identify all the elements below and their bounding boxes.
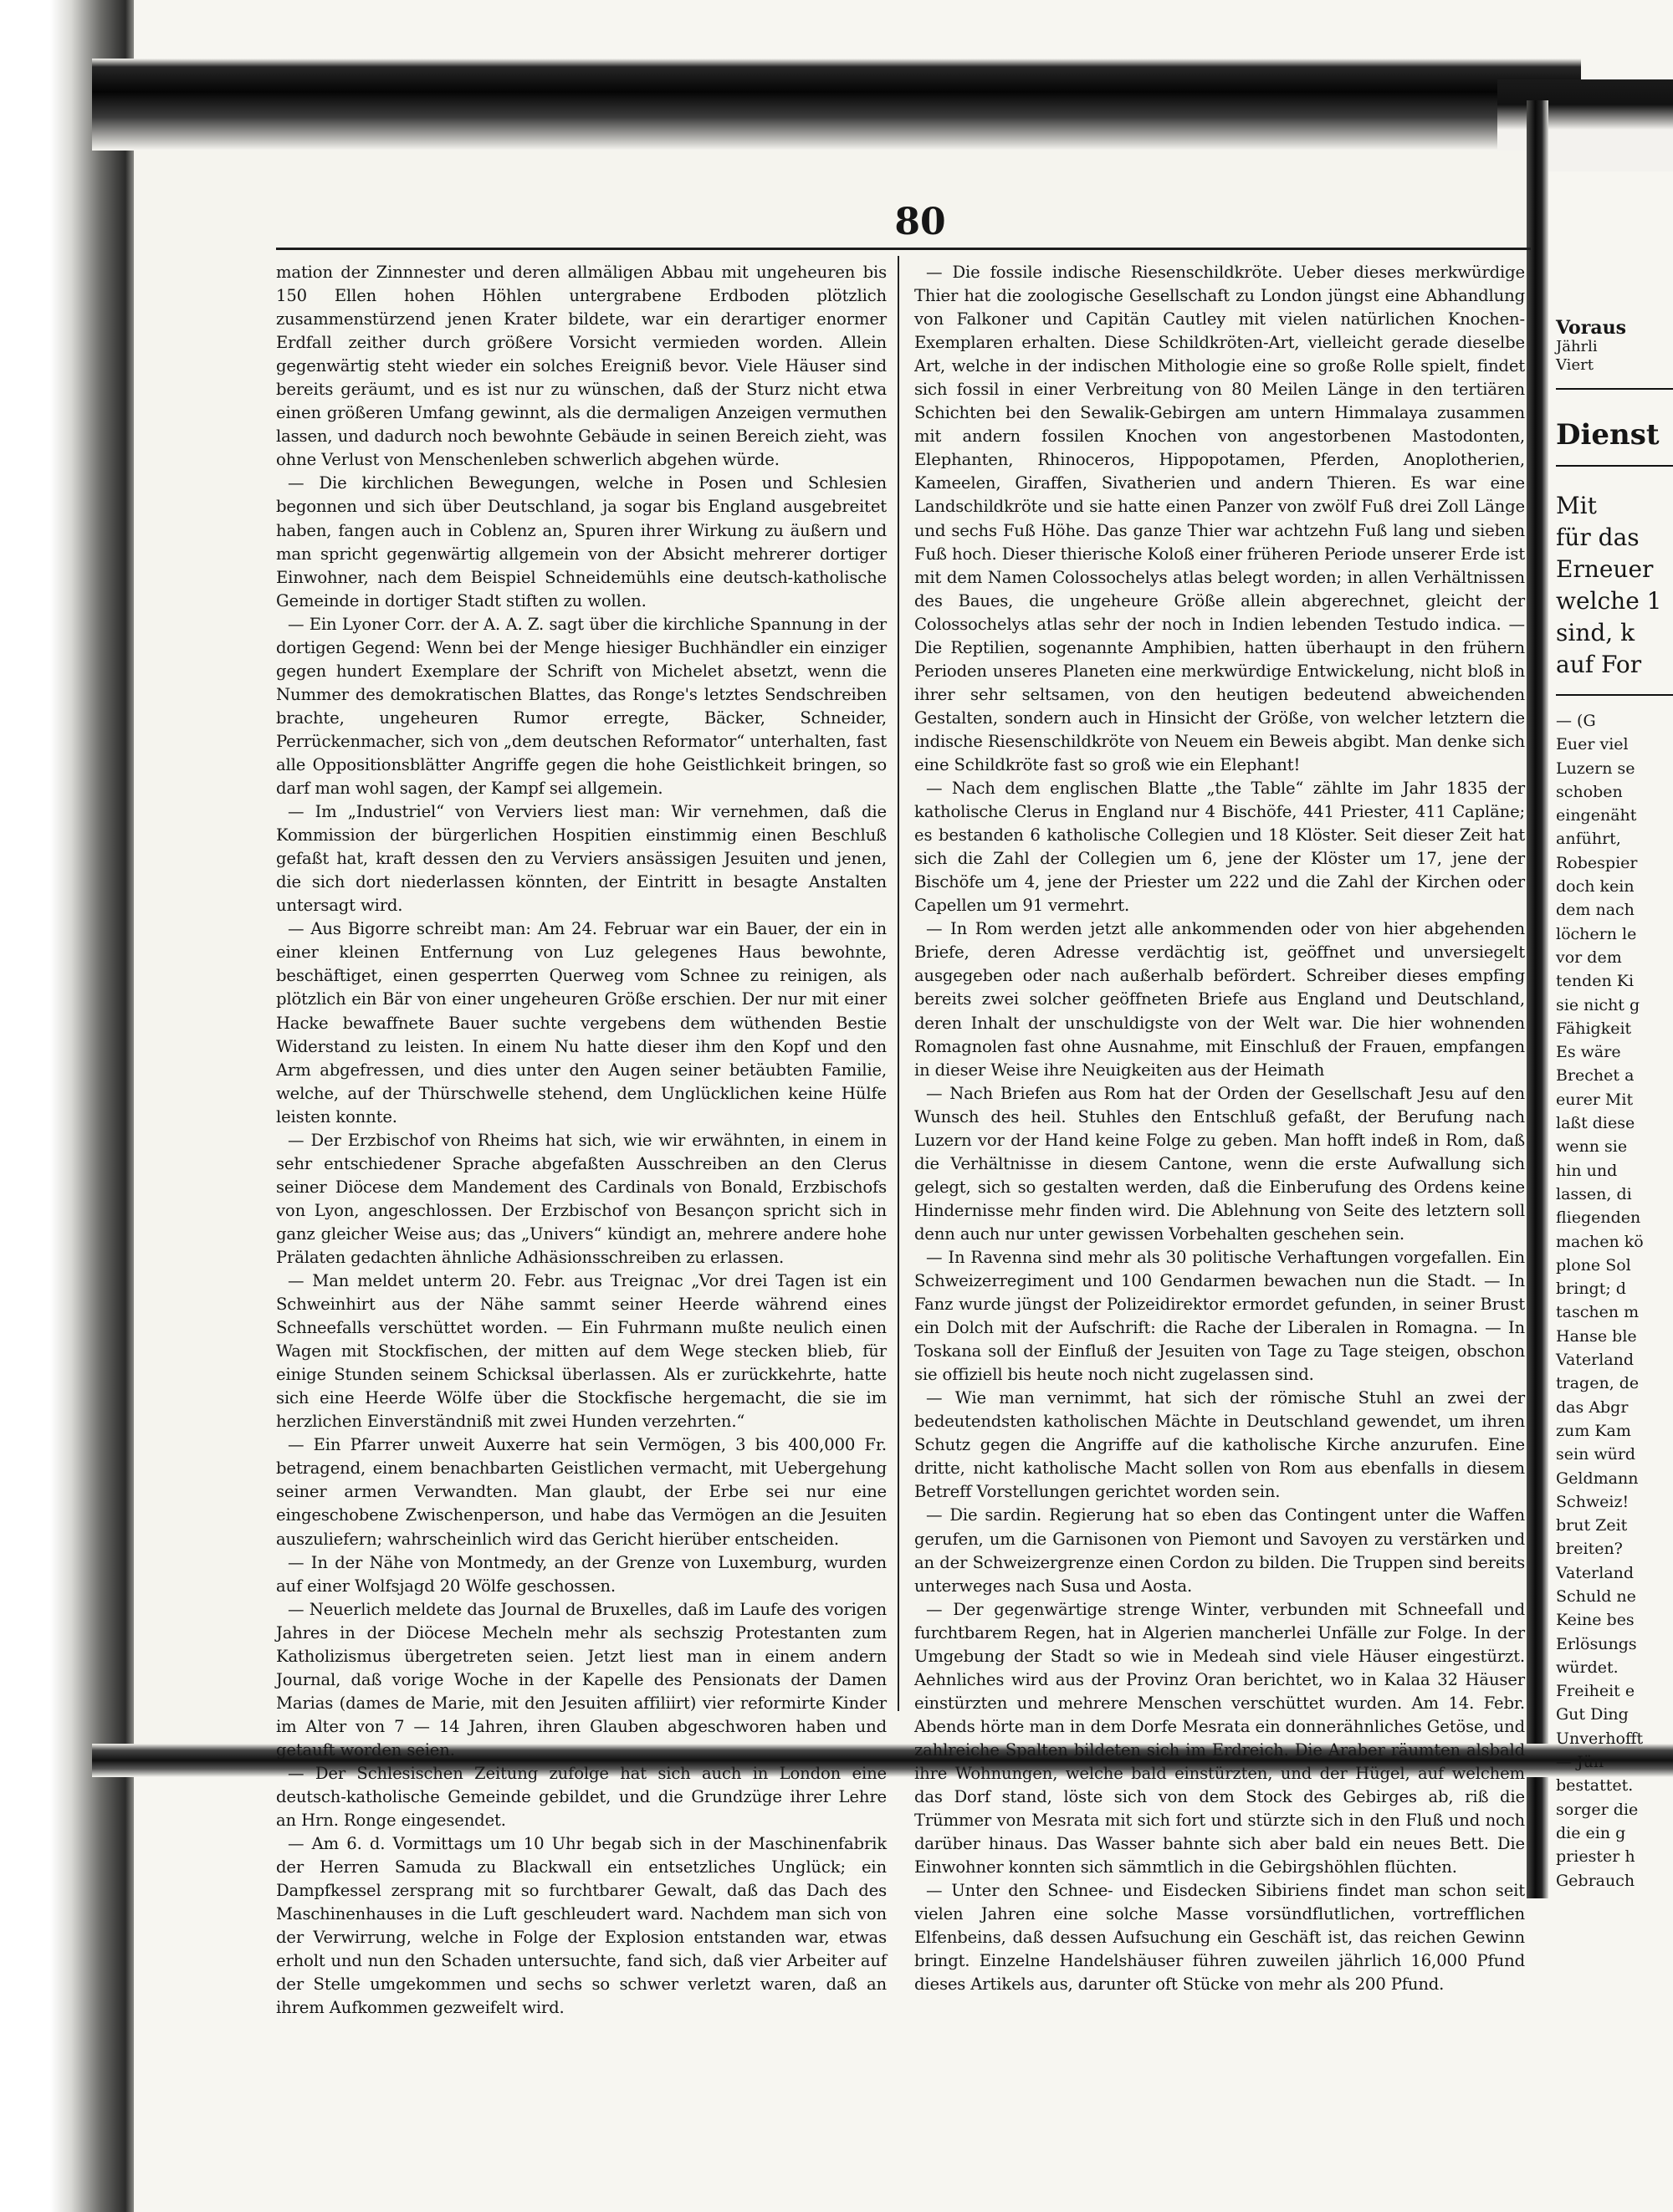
article-paragraph: — Nach dem englischen Blatte „the Table“ zählte im Jahr 1835 der katholische Clerus in England nur 4 Bischöfe, 441 Priester, 411 Capläne; es bestanden 6 katholische Collegien und 18 Klöster. Seit dieser Zeit hat sich die Zahl der Collegien um 6, jene der Klöster um 17, jene der Bischöfe um 4, jene der Priester um 222 und die Zahl der Kirchen oder Capellen um 91 vermehrt. <box>914 779 1525 916</box>
next-page-rule <box>1556 465 1673 467</box>
next-page-title: Dienst <box>1556 418 1660 452</box>
next-page-line: sie nicht g <box>1556 995 1640 1014</box>
next-page-line: sein würd <box>1556 1445 1636 1464</box>
scan-left-edge <box>0 0 134 2212</box>
article-paragraph: — Unter den Schnee- und Eisdecken Sibiriens findet man schon seit vielen Jahren eine solche Masse vorsündflutlichen, vortrefflichen Elfenbeins, daß dessen Aufsuchung ein Geschäft ist, das reichen Gewinn bringt. Einzelne Handelshäuser führen zuweilen jährlich 16,000 Pfund dieses Artikels aus, darunter oft Stücke von mehr als 200 Pfund. <box>914 1881 1525 1995</box>
next-page-announcement <box>1556 490 1673 681</box>
next-page-line: vor dem <box>1556 948 1622 967</box>
next-page-rule <box>1556 694 1673 696</box>
next-page-line: dem nach <box>1556 901 1635 920</box>
next-page-line: Geldmann <box>1556 1469 1639 1488</box>
scan-top-edge <box>92 59 1581 151</box>
next-page-line: doch kein <box>1556 877 1635 897</box>
next-page-line: taschen m <box>1556 1303 1640 1322</box>
article-paragraph: — Ein Pfarrer unweit Auxerre hat sein Vermögen, 3 bis 400,000 Fr. betragend, einem benachbarten Geistlichen vermacht, mit Uebergehung seiner armen Verwandten. Man glaubt, der Erbe sei nur eine eingeschobene Zwischenperson, und habe das Vermögen an die Jesuiten auszuliefern; wahrscheinlich wird das Gericht hierüber entscheiden. <box>276 1435 887 1549</box>
next-page-line: zum Kam <box>1556 1421 1631 1440</box>
next-page-line: das Abgr <box>1556 1397 1629 1417</box>
article-paragraph: — Am 6. d. Vormittags um 10 Uhr begab sich in der Maschinenfabrik der Herren Samuda zu Blackwall ein entsetzliches Unglück; ein Dampfkessel zersprang mit so furchtbarer Gewalt, daß das Dach des Maschinenhauses in die Luft geschleudert ward. Nachdem man sich von der Verwirrung, welche in Folge der Explosion entstanden war, etwas erholt und nun den Schaden untersuchte, fand sich, daß vier Arbeiter auf der Stelle umgekommen und sechs so schwer verletzt waren, daß an ihrem Aufkommen gezweifelt wird. <box>276 1834 887 2018</box>
next-page-line: bringt; d <box>1556 1280 1626 1299</box>
article-paragraph: — In Ravenna sind mehr als 30 politische Verhaftungen vorgefallen. Ein Schweizerregiment und 100 Gendarmen bewachen nun die Stadt. — In Fanz wurde jüngst der Polizeidirektor ermordet gefunden, in seiner Brust ein Dolch mit der Aufschrift: die Rache der Liberalen in Romagna. — In Toskana soll der Einfluß der Jesuiten von Tage zu Tage steigen, obschon sie offiziell bis heute noch nicht zugelassen sind. <box>914 1247 1525 1385</box>
page-gutter <box>1527 100 1548 1898</box>
article-paragraph: — Nach Briefen aus Rom hat der Orden der Gesellschaft Jesu auf den Wunsch des heil. Stuhles den Entschluß gefaßt, der Berufung nach Luzern vor der Hand keine Folge zu geben. Man hofft indeß in Rom, daß die Verhältnisse in diesem Cantone, wenn die erste Aufwallung sich gelegt, sich so gestalten werden, daß die Einberufung des Ordens keine Hindernisse mehr finden wird. Die Ablehnung von Seite des letztern soll denn auch nur unter gewissen Vorbehalten geschehen sein. <box>914 1083 1525 1244</box>
article-paragraph: — Neuerlich meldete das Journal de Bruxelles, daß im Laufe des vorigen Jahres in der Diöcese Mecheln mehr als sechszig Protestanten zum Katholizismus übergetreten seien. Jetzt liest man in einem andern Journal, daß vorige Woche in der Kapelle des Pensionats der Damen Marias (dames de Marie, mit den Jesuiten affiliirt) vier reformirte Kinder im Alter von 7 — 14 Jahren, ihren Glauben abgeschworen haben und getauft worden seien. <box>276 1599 887 1760</box>
next-page-line: brut Zeit <box>1556 1516 1628 1535</box>
next-page-line: sorger die <box>1556 1800 1639 1819</box>
page-number: 80 <box>894 201 946 243</box>
next-page-line: Unverhofft <box>1556 1729 1644 1748</box>
next-page-line: — (G <box>1556 712 1596 730</box>
article-paragraph: — Man meldet unterm 20. Febr. aus Treignac „Vor drei Tagen ist ein Schweinhirt aus der Nähe sammt seiner Heerde während eines Schneefalls verschüttet worden. — Ein Fuhrmann mußte neulich einen Wagen mit Stockfischen, der mitten auf dem Wege stecken blieb, für einige Stunden seinem Schicksal überlassen. Als er zurückkehrte, hatte sich eine Heerde Wölfe über die Stockfische hergemacht, die sie im herzlichen Einverständniß mit zwei Hunden verzehrten.“ <box>276 1271 887 1432</box>
next-page-line: tenden Ki <box>1556 972 1635 991</box>
next-page-big-line: für das <box>1556 524 1640 551</box>
article-paragraph: — Wie man vernimmt, hat sich der römische Stuhl an zwei der bedeutendsten katholischen Mächte in Deutschland gewendet, um ihren Schutz gegen die Angriffe auf die katholische Kirche anzurufen. Eine dritte, nicht katholische Macht sollen von Rom aus ebenfalls in diesem Betreff Vorstellungen gerichtet worden sein. <box>914 1388 1525 1502</box>
article-paragraph: — Der Erzbischof von Rheims hat sich, wie wir erwähnten, in einem in sehr entschiedener Sprache abgefaßten Ausschreiben an den Clerus seiner Diöcese dem Mandement des Cardinals von Bonald, Erzbischofs von Lyon, angeschlossen. Der Erzbischof von Besançon spricht sich in ganz gleicher Weise aus; das „Univers“ kündigt an, mehrere andere hohe Prälaten gedachten ähnliche Adhäsionsschreiben zu erlassen. <box>276 1130 887 1267</box>
next-page-big-line: auf For <box>1556 651 1642 678</box>
next-page-line: Vaterland <box>1556 1351 1635 1370</box>
next-page-line: eurer Mit <box>1556 1090 1634 1109</box>
article-paragraph: — In der Nähe von Montmedy, an der Grenze von Luxemburg, wurden auf einer Wolfsjagd 20 Wölfe geschossen. <box>276 1552 887 1596</box>
next-page-line: Gut Ding <box>1556 1705 1629 1724</box>
next-page-line: plone Sol <box>1556 1255 1631 1275</box>
next-page-line: Fähigkeit <box>1556 1019 1632 1038</box>
next-page-line: hin und <box>1556 1161 1618 1180</box>
next-page-line: Brechet a <box>1556 1066 1635 1086</box>
next-page-line: Gebrauch <box>1556 1871 1635 1890</box>
next-page-header-line: Voraus <box>1556 317 1626 339</box>
next-page-line: Es wäre <box>1556 1043 1621 1062</box>
next-page-big-line: Erneuer <box>1556 555 1654 583</box>
next-page-line: eingenäht <box>1556 806 1637 825</box>
next-page-line: Freiheit e <box>1556 1682 1635 1701</box>
next-page-big-line: Mit <box>1556 492 1597 519</box>
article-paragraph: — Die kirchlichen Bewegungen, welche in Posen und Schlesien begonnen und sich über Deutschland, ja sogar bis England ausgebreitet haben, fangen auch in Coblenz an, Spuren ihrer Wirkung zu äußern und man spricht gegenwärtig allgemein von der Absicht mehrerer dortiger Einwohner, nach dem Beispiel Schneidemühls eine deutsch-katholische Gemeinde in dortiger Stadt stiften zu wollen. <box>276 473 887 610</box>
next-page-line: Schuld ne <box>1556 1586 1636 1606</box>
article-paragraph: mation der Zinnnester und deren allmäligen Abbau mit ungeheuren bis 150 Ellen hohen Höhlen untergrabene Erdboden plötzlich zusammenstürzend jenen Krater bildete, war ein derartiger enormer Erdfall zeither durch größere Vorsicht vermieden worden. Allein gegenwärtig steht wieder ein solches Ereigniß bevor. Viele Häuser sind bereits geräumt, und es ist nur zu wünschen, daß der Sturz nicht etwa einen größeren Umfang gewinnt, als die dermaligen Anzeigen vermuthen lassen, und dadurch noch bewohnte Gebäude in seinen Bereich zieht, was ohne Verlust von Menschenleben schwerlich abgehen würde. <box>276 263 887 470</box>
article-paragraph: — Im „Industriel“ von Verviers liest man: Wir vernehmen, daß die Kommission der bürgerlichen Hospitien einstimmig einen Beschluß gefaßt hat, kraft dessen den zu Verviers ansässigen Jesuiten und jenen, die sich dort niederlassen könnten, der Eintritt in besagte Anstalten untersagt wird. <box>276 802 887 916</box>
article-paragraph: — Die sardin. Regierung hat so eben das Contingent unter die Waffen gerufen, um die Garnisonen von Piemont und Savoyen zu verstärken und an der Schweizergrenze einen Cordon zu bilden. Die Truppen sind bereits unterweges nach Susa und Aosta. <box>914 1505 1525 1596</box>
next-page-line: würdet. <box>1556 1658 1619 1677</box>
right-column <box>914 261 1525 1995</box>
next-page-line: Vaterland <box>1556 1563 1635 1582</box>
next-page-header-line: Viert <box>1556 356 1594 374</box>
next-page-line: lassen, di <box>1556 1184 1632 1203</box>
next-page-line: Keine bes <box>1556 1611 1635 1630</box>
next-page-line: Schweiz! <box>1556 1492 1630 1511</box>
article-paragraph: — In Rom werden jetzt alle ankommenden oder von hier abgehenden Briefe, deren Adresse verdächtig ist, geöffnet und unversiegelt ausgegeben oder nach außerhalb befördert. Schreiber dieses empfing bereits zwei solcher geöffneten Briefe aus England und Deutschland, deren Inhalt der unschuldigste von der Welt war. Die hier wohnenden Romagnolen fast ohne Ausnahme, mit Einschluß der Frauen, empfangen in dieser Weise ihre Neuigkeiten aus der Heimath <box>914 919 1525 1080</box>
next-page-line: breiten? <box>1556 1540 1623 1559</box>
article-paragraph: — Der Schlesischen Zeitung zufolge hat sich auch in London eine deutsch-katholische Gemeinde gebildet, und die Grundzüge ihrer Lehre an Hrn. Ronge eingesendet. <box>276 1764 887 1831</box>
next-page-line: Robespier <box>1556 853 1638 872</box>
next-page-body <box>1556 709 1673 1893</box>
next-page-rule <box>1556 388 1673 390</box>
next-page-header-line: Jährli <box>1556 338 1598 355</box>
article-paragraph: — Aus Bigorre schreibt man: Am 24. Februar war ein Bauer, der ein in einer kleinen Entfernung von Luz gelegenes Haus bewohnte, beschäftiget, einen gesperrten Querweg vom Schnee zu reinigen, als plötzlich ein Bär von einer ungeheuren Größe erschien. Der nur mit einer Hacke bewaffnete Bauer suchte vergebens dem wüthenden Bestie Widerstand zu leisten. In einem Nu hatte dieser ihm den Kopf und den Arm abgefressen, und dies unter den Augen seiner betäubten Familie, welche, auf der Thürschwelle stehend, dem Unglücklichen keine Hülfe leisten konnte. <box>276 919 887 1126</box>
next-page-line: Hanse ble <box>1556 1326 1637 1346</box>
left-column <box>276 261 887 2018</box>
next-page-line: tragen, de <box>1556 1374 1640 1393</box>
column-divider <box>898 256 899 1711</box>
next-page-line: Euer viel <box>1556 735 1629 754</box>
next-page-line: schoben <box>1556 782 1623 801</box>
next-page-line: bestattet. <box>1556 1776 1634 1796</box>
next-page-line: — Jün <box>1556 1753 1604 1772</box>
next-page-line: fliegenden <box>1556 1208 1641 1228</box>
next-page-line: priester h <box>1556 1847 1635 1867</box>
next-page-line: laßt diese <box>1556 1114 1635 1133</box>
next-page-line: löchern le <box>1556 924 1637 943</box>
next-page-line: machen kö <box>1556 1232 1644 1251</box>
header-rule <box>276 248 1531 250</box>
article-paragraph: — Ein Lyoner Corr. der A. A. Z. sagt über die kirchliche Spannung in der dortigen Gegend: Wenn bei der Menge hiesiger Buchhändler ein einziger gegen hundert Exemplare der Schrift von Michelet absetzt, wenn die Nummer des demokratischen Blattes, das Ronge's letztes Sendschreiben brachte, ungeheuren Rumor erregte, Bäcker, Schneider, Perrückenmacher, sich von „dem deutschen Reformator“ unterhalten, fast alle Oppositionsblätter Angriffe gegen die hohe Geistlichkeit bringen, so darf man wohl sagen, der Kampf sei allgemein. <box>276 614 887 799</box>
next-page-line: wenn sie <box>1556 1137 1628 1157</box>
next-page-big-line: welche 1 <box>1556 587 1662 615</box>
next-page-line: anführt, <box>1556 830 1621 849</box>
article-paragraph: — Der gegenwärtige strenge Winter, verbunden mit Schneefall und furchtbarem Regen, hat in Algerien mancherlei Unfälle zur Folge. In der Umgebung der Stadt so wie in Medeah sind viele Häuser eingestürzt. Aehnliches wird aus der Provinz Oran berichtet, wo in Kalaa 32 Häuser einstürzten und mehrere Menschen verschüttet wurden. Am 14. Febr. Abends hörte man in dem Dorfe Mesrata ein donnerähnliches Getöse, und zahlreiche Spalten bildeten sich im Erdreich. Die Araber räumten alsbald ihre Wohnungen, welche bald einstürzten, und der Hügel, auf welchem das Dorf stand, löste sich von dem Stock des Gebirges ab, riß die Trümmer von Mesrata mit sich fort und stürzte sich in den Fluß und noch darüber hinaus. Das Wasser bahnte sich aber bald ein neues Bett. Die Einwohner konnten sich sämmtlich in die Gebirgshöhlen flüchten. <box>914 1599 1525 1877</box>
next-page-line: Erlösungs <box>1556 1634 1637 1653</box>
article-paragraph: — Die fossile indische Riesenschildkröte. Ueber dieses merkwürdige Thier hat die zoologische Gesellschaft zu London jüngst eine Abhandlung von Falkoner und Capitän Cautley mit vielen natürlichen Knochen-Exemplaren erhalten. Diese Schildkröten-Art, vielleicht gerade dieselbe Art, welche in der indischen Mithologie eine so große Rolle spielt, findet sich fossil in einer Verbreitung von 80 Meilen Länge in den tertiären Schichten bei den Sewalik-Gebirgen am untern Himmalaya zusammen mit andern fossilen Knochen von angestorbenen Mastodonten, Elephanten, Rhinoceros, Hippopotamen, Pferden, Anoplotherien, Kameelen, Giraffen, Sivatherien und andern Thieren. Es war eine Landschildkröte und sie hatte einen Panzer von zwölf Fuß drei Zoll Länge und sechs Fuß Höhe. Das ganze Thier war achtzehn Fuß lang und sieben Fuß hoch. Dieser thierische Koloß einer früheren Periode unserer Erde ist mit dem Namen Colossochelys atlas belegt worden; in allen Verhältnissen des Baues, die ungeheure Größe allein abgerechnet, gleicht der Colossochelys atlas sehr der noch in Indien lebenden Testudo indica. — Die Reptilien, sogenannte Amphibien, hatten überhaupt in den frühern Perioden unseres Planeten eine merkwürdige Entwickelung, nicht bloß in ihrer sehr seltsamen, von den heutigen bedeutend abweichenden Gestalten, sondern auch in Hinsicht der Größe, von welcher letztern die indische Riesenschildkröte von Neuem ein Beweis abgibt. Man denke sich eine Schildkröte fast so groß wie ein Elephant! <box>914 263 1525 774</box>
next-page-line: die ein g <box>1556 1823 1626 1842</box>
next-page-fragment <box>1556 318 1673 1893</box>
next-page-big-line: sind, k <box>1556 619 1635 646</box>
next-page-line: Luzern se <box>1556 759 1635 778</box>
